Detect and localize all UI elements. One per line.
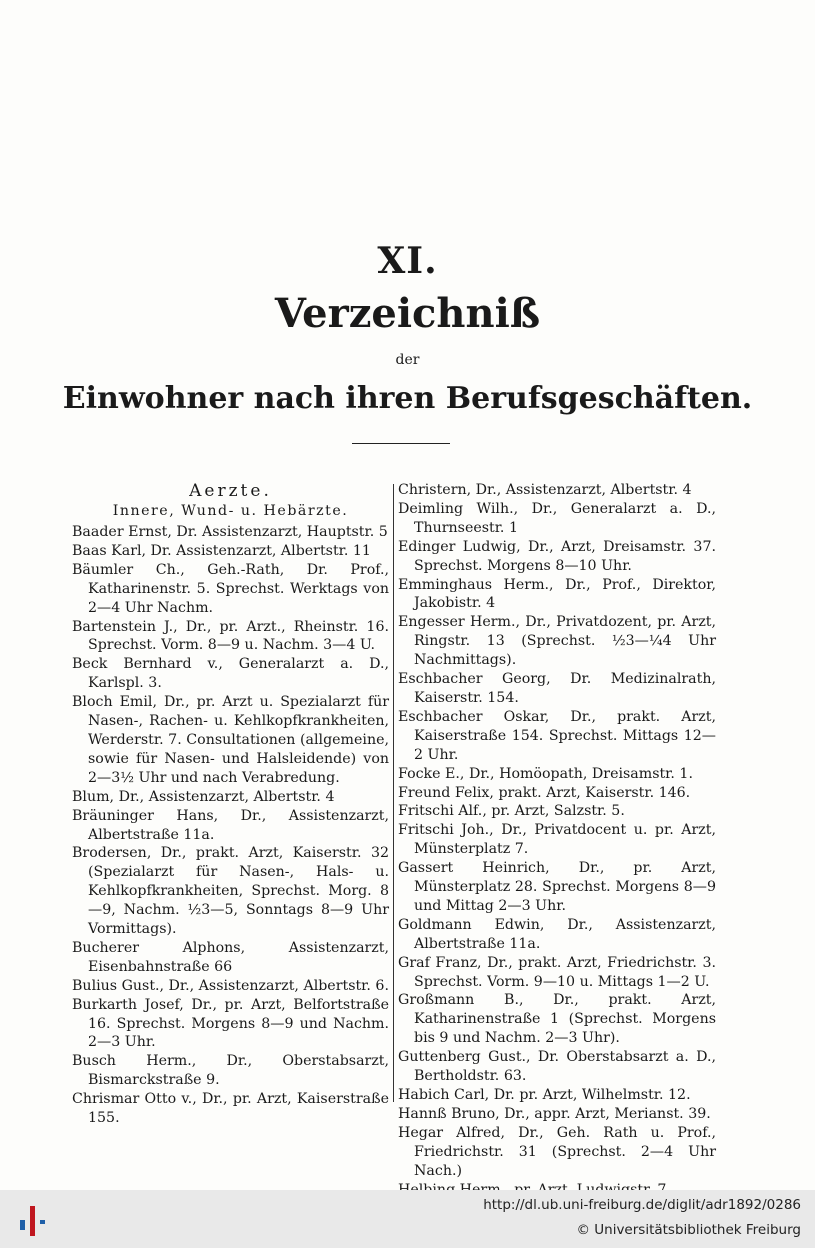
directory-entry: Bucherer Alphons, Assistenzarzt, Eisenbahnstraße 66 [72, 939, 389, 975]
directory-entry: Christern, Dr., Assistenzarzt, Albertstr. 4 [398, 482, 692, 498]
column-divider [393, 484, 394, 1102]
library-logo-icon [14, 1200, 52, 1240]
copyright-notice: © Universitätsbibliothek Freiburg [576, 1222, 801, 1238]
directory-entry: Busch Herm., Dr., Oberstabsarzt, Bismarckstraße 9. [72, 1053, 389, 1089]
directory-entry: Bartenstein J., Dr., pr. Arzt., Rheinstr. 16. Sprechst. Vorm. 8—9 u. Nachm. 3—4 U. [72, 618, 389, 654]
title-connector: der [395, 352, 420, 368]
directory-entry: Bäumler Ch., Geh.-Rath, Dr. Prof., Katharinenstr. 5. Sprechst. Werktags von 2—4 Uhr Nachm. [72, 561, 389, 616]
directory-entry: Goldmann Edwin, Dr., Assistenzarzt, Albertstraße 11a. [398, 916, 716, 952]
directory-entry: Engesser Herm., Dr., Privatdozent, pr. Arzt, Ringstr. 13 (Sprechst. ½3—¼4 Uhr Nachmittags). [398, 614, 716, 669]
directory-entry: Großmann B., Dr., prakt. Arzt, Katharinenstraße 1 (Sprechst. Morgens bis 9 und Nachm. 2—3 Uhr). [398, 992, 716, 1047]
directory-entry: Burkarth Josef, Dr., pr. Arzt, Belfortstraße 16. Sprechst. Morgens 8—9 und Nachm. 2—3 Uhr. [72, 996, 389, 1051]
title-divider [352, 443, 450, 444]
directory-entry: Guttenberg Gust., Dr. Oberstabsarzt a. D., Bertholdstr. 63. [398, 1049, 716, 1085]
directory-entry: Deimling Wilh., Dr., Generalarzt a. D., Thurnseestr. 1 [398, 500, 716, 536]
directory-entry: Bulius Gust., Dr., Assistenzarzt, Albertstr. 6. [72, 977, 389, 994]
directory-entry: Graf Franz, Dr., prakt. Arzt, Friedrichstr. 3. Sprechst. Vorm. 9—10 u. Mittags 1—2 U. [398, 954, 716, 990]
directory-entry: Freund Felix, prakt. Arzt, Kaiserstr. 146. [398, 784, 691, 801]
directory-entry: Focke E., Dr., Homöopath, Dreisamstr. 1. [398, 765, 693, 782]
directory-entry: Hannß Bruno, Dr., appr. Arzt, Merianst. 39. [398, 1105, 711, 1122]
directory-entry: Eschbacher Oskar, Dr., prakt. Arzt, Kaiserstraße 154. Sprechst. Mittags 12—2 Uhr. [398, 708, 716, 763]
directory-entry: Eschbacher Georg, Dr. Medizinalrath, Kaiserstr. 154. [398, 671, 716, 706]
directory-entry: Fritschi Joh., Dr., Privatdocent u. pr. Arzt, Münsterplatz 7. [398, 822, 716, 858]
permalink-url[interactable]: http://dl.ub.uni-freiburg.de/diglit/adr1892/0286 [483, 1197, 801, 1213]
directory-entry: Gassert Heinrich, Dr., pr. Arzt, Münsterplatz 28. Sprechst. Morgens 8—9 und Mittag 2—3 Uhr. [398, 860, 716, 914]
directory-entry: Blum, Dr., Assistenzarzt, Albertstr. 4 [72, 788, 335, 805]
right-column [398, 481, 716, 1199]
directory-entry: Baader Ernst, Dr. Assistenzarzt, Hauptstr. 5 [72, 524, 388, 540]
directory-entry: Baas Karl, Dr. Assistenzarzt, Albertstr. 11 [72, 542, 371, 559]
directory-entry: Bloch Emil, Dr., pr. Arzt u. Spezialarzt für Nasen-, Rachen- u. Kehlkopfkrankheiten, Werderstr. 7. Consultationen (allgemeine, sowie für Nasen- und Halsleidende) von 2—3½ Uhr und nach Verabredung. [72, 694, 389, 786]
section-number: XI. [377, 240, 438, 282]
directory-entry: Fritschi Alf., pr. Arzt, Salzstr. 5. [398, 803, 625, 820]
directory-entry: Habich Carl, Dr. pr. Arzt, Wilhelmstr. 12. [398, 1087, 691, 1103]
directory-entry: Beck Bernhard v., Generalarzt a. D., Karlspl. 3. [72, 656, 389, 692]
category-heading: Aerzte. [189, 481, 272, 501]
directory-entry: Emminghaus Herm., Dr., Prof., Direktor, Jakobistr. 4 [398, 576, 716, 612]
page-subtitle: Einwohner nach ihren Berufsgeschäften. [62, 381, 753, 416]
page-title: Verzeichniß [274, 290, 541, 337]
directory-entry: Edinger Ludwig, Dr., Arzt, Dreisamstr. 37. Sprechst. Morgens 8—10 Uhr. [398, 538, 716, 574]
directory-entry: Brodersen, Dr., prakt. Arzt, Kaiserstr. 32 (Spezialarzt für Nasen-, Hals- u. Kehlkopfkrankheiten, Sprechst. Morg. 8—9, Nachm. ½3—5, Sonntags 8—9 Uhr Vormittags). [72, 845, 389, 938]
category-subheading: Innere, Wund- u. Hebärzte. [112, 503, 349, 519]
directory-entry: Chrismar Otto v., Dr., pr. Arzt, Kaiserstraße 155. [72, 1091, 389, 1127]
left-column [72, 481, 389, 1128]
directory-entry: Bräuninger Hans, Dr., Assistenzarzt, Albertstraße 11a. [72, 807, 389, 843]
viewer-footer [0, 1190, 815, 1248]
directory-entry: Hegar Alfred, Dr., Geh. Rath u. Prof., Friedrichstr. 31 (Sprechst. 2—4 Uhr Nach.) [398, 1124, 716, 1179]
